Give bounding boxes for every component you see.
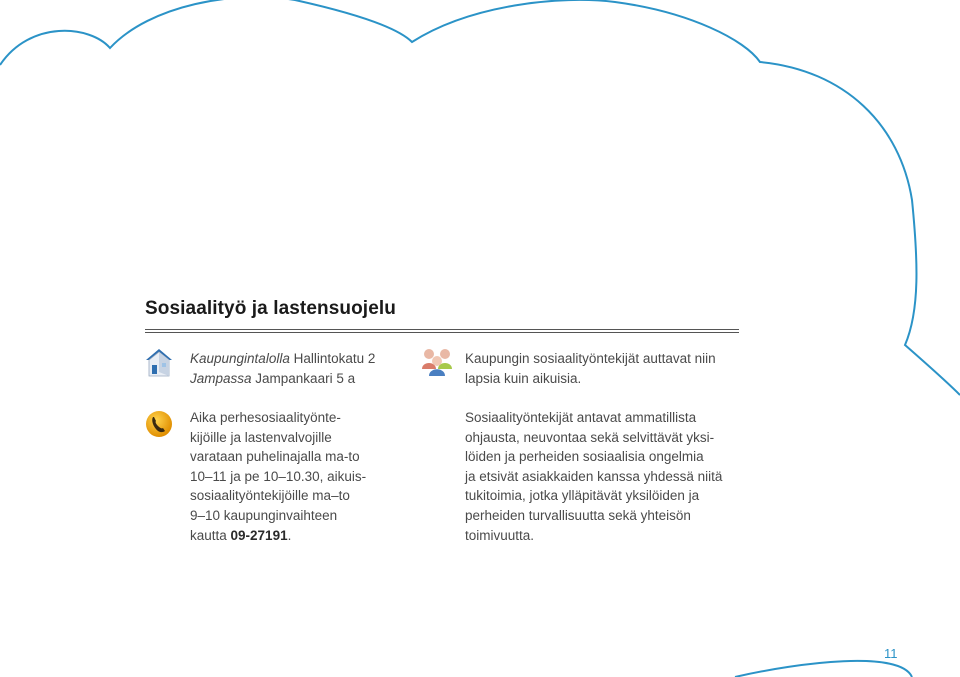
- description-line: perheiden turvallisuutta sekä yhteisön: [465, 507, 691, 523]
- phone-number: 09-27191: [230, 527, 288, 543]
- description-line: tukitoimia, jotka ylläpitävät yksilöiden ja: [465, 488, 700, 504]
- intro-block: [465, 349, 716, 388]
- description-line: löiden ja perheiden sosiaalisia ongelmia: [465, 449, 704, 465]
- phone-info-line: varataan puhelinajalla ma-to: [190, 449, 360, 465]
- page-title: Sosiaalityö ja lastensuojelu: [145, 298, 396, 319]
- description-line: ohjausta, neuvontaa sekä selvittävät yksi-: [465, 429, 715, 445]
- phone-info-block: [190, 408, 366, 545]
- address-block: [190, 349, 375, 388]
- address-line-2: Jampassa Jampankaari 5 a: [190, 370, 356, 386]
- phone-info-line: 10–11 ja pe 10–10.30, aikuis-: [190, 468, 367, 484]
- page-number: 11: [884, 646, 898, 661]
- intro-line: lapsia kuin aikuisia.: [465, 370, 582, 386]
- address-line-1: Kaupungintalolla Hallintokatu 2: [190, 351, 376, 366]
- phone-info-line: sosiaalityöntekijöille ma–to: [190, 488, 350, 504]
- description-line: Sosiaalityöntekijät antavat ammatillista: [465, 410, 697, 425]
- intro-line: Kaupungin sosiaalityöntekijät auttavat niin: [465, 351, 716, 366]
- phone-icon: [145, 410, 173, 438]
- phone-info-line: Aika perhesosiaalityönte-: [190, 410, 341, 425]
- description-line: ja etsivät asiakkaiden kanssa yhdessä niitä: [465, 468, 723, 484]
- people-icon: [420, 347, 454, 377]
- phone-info-line: 9–10 kaupunginvaihteen: [190, 507, 338, 523]
- phone-info-last-line: kautta 09-27191.: [190, 527, 292, 543]
- house-icon: [143, 346, 175, 378]
- title-rule-top: [145, 329, 739, 330]
- description-line: toimivuutta.: [465, 527, 535, 543]
- description-block: [465, 408, 722, 545]
- title-rule-bottom: [145, 332, 739, 333]
- phone-info-line: kijöille ja lastenvalvojille: [190, 429, 332, 445]
